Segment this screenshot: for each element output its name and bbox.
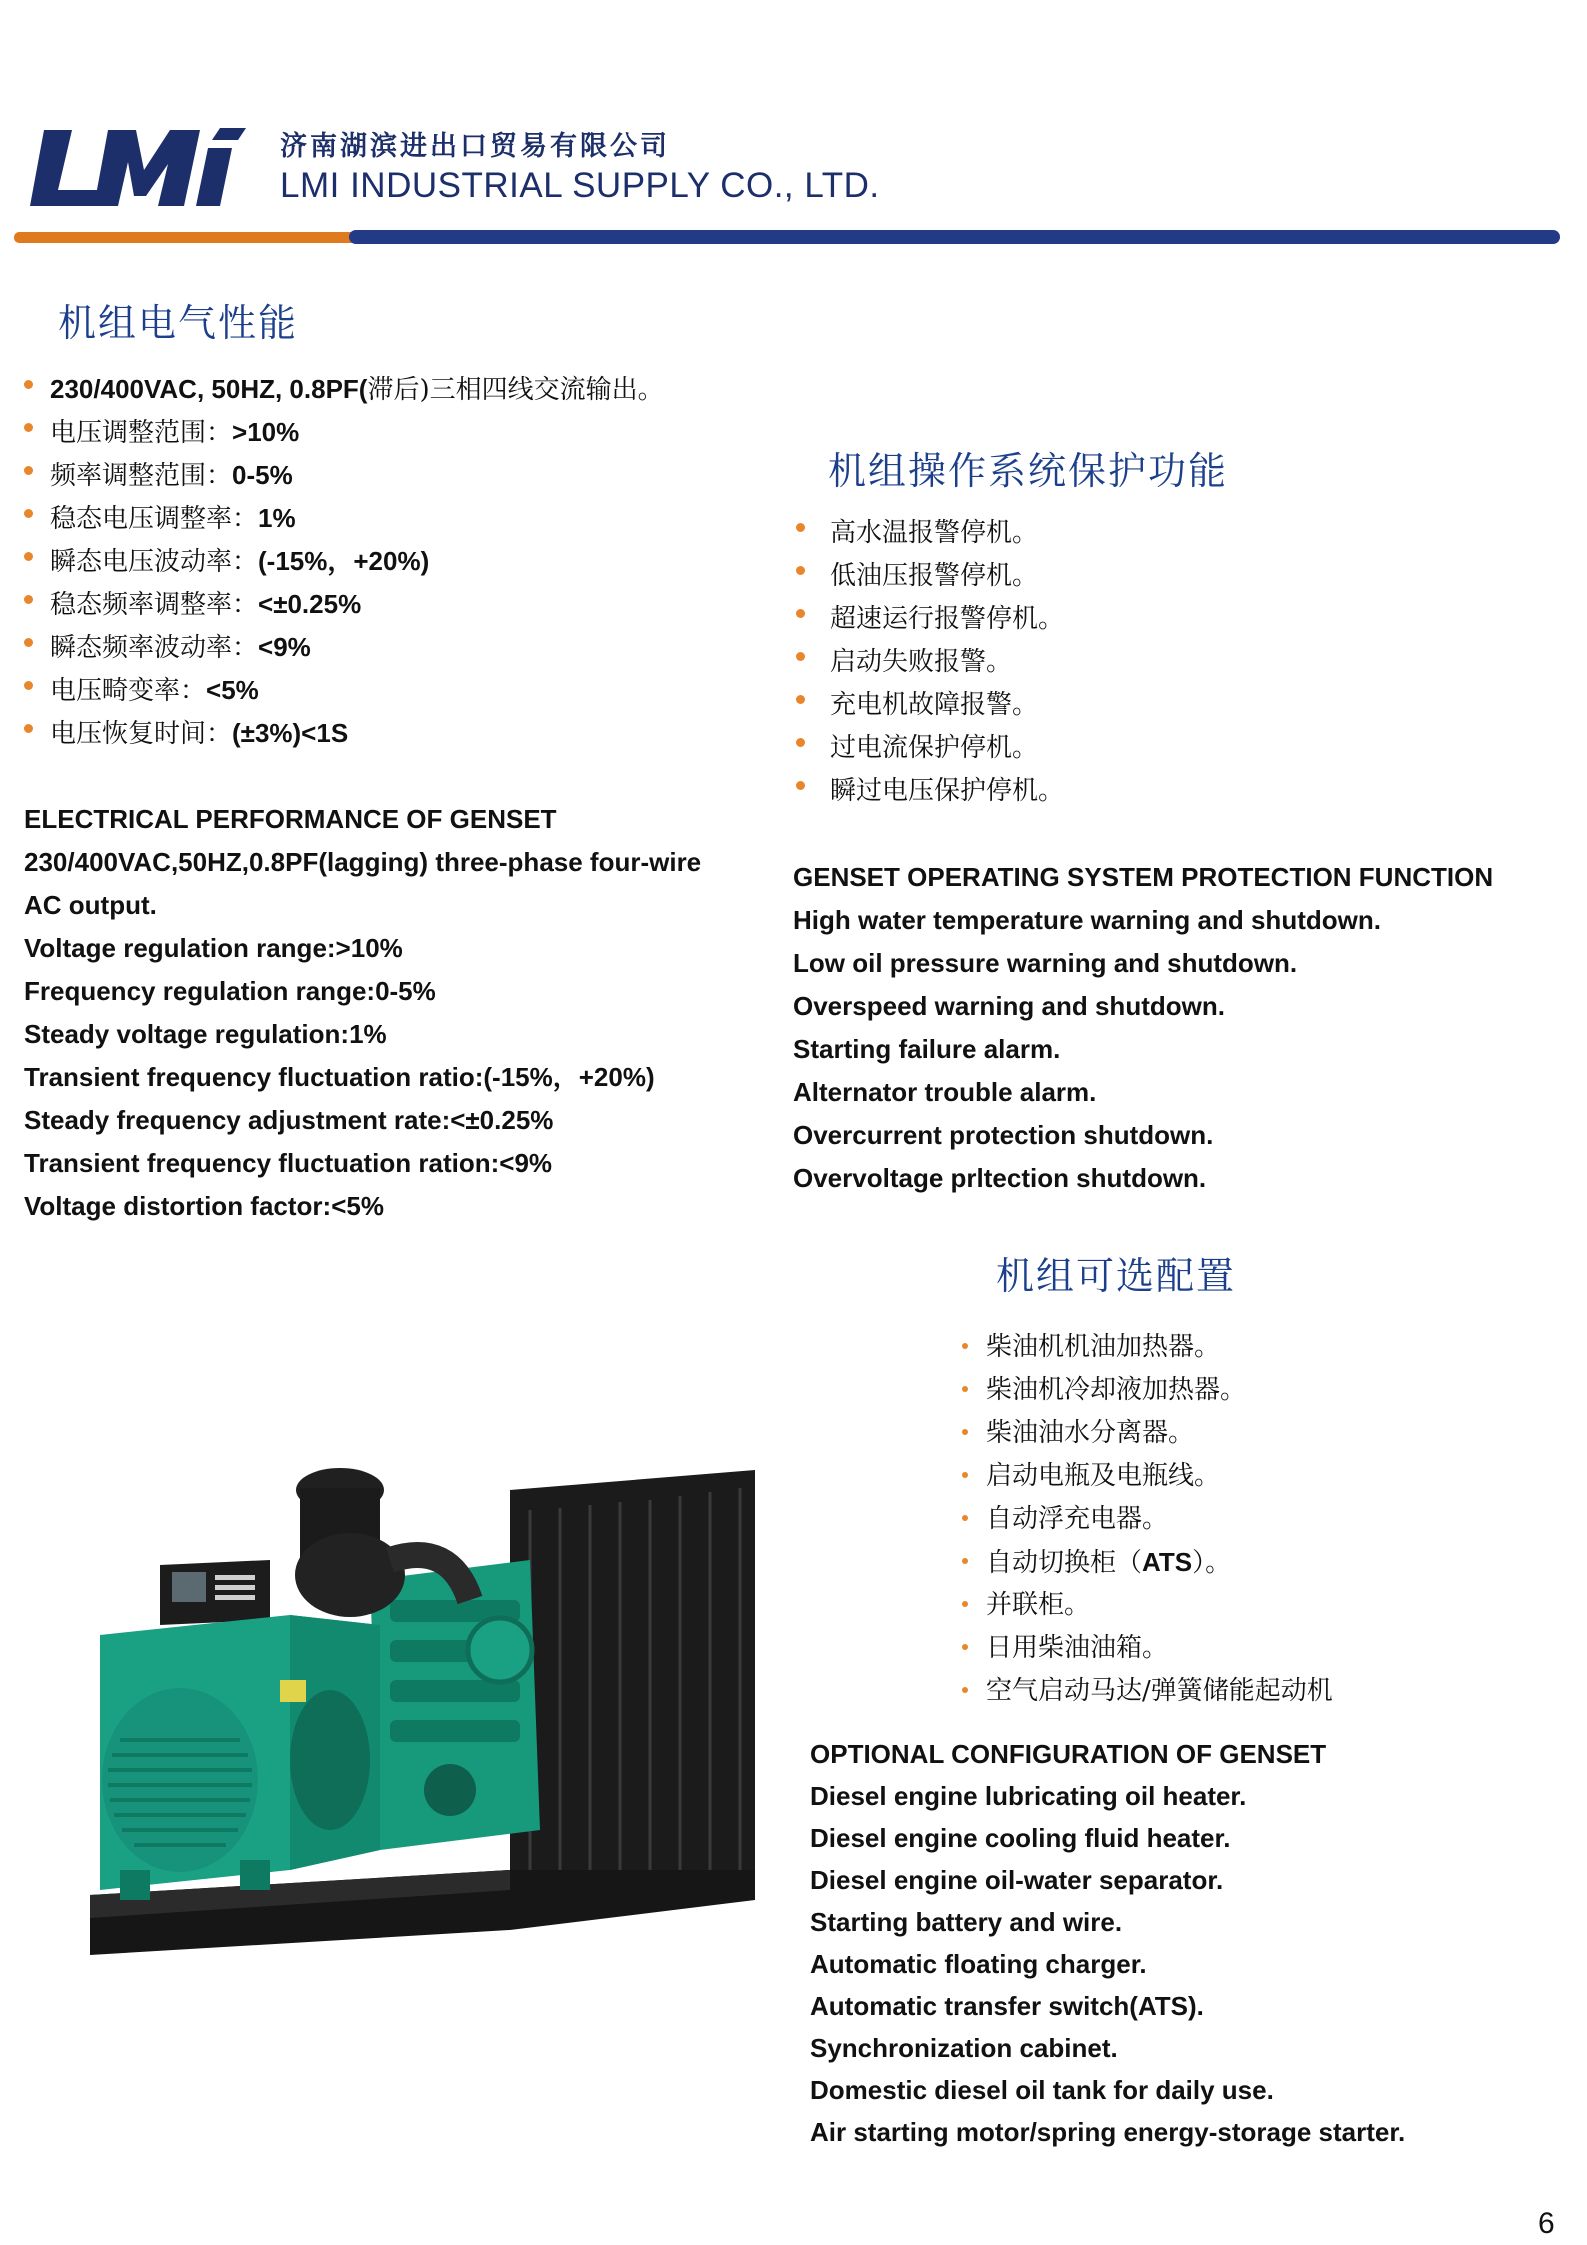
- list-item: High water temperature warning and shutdown.: [793, 905, 1381, 935]
- list-item: Domestic diesel oil tank for daily use.: [810, 2075, 1274, 2105]
- list-item: Starting battery and wire.: [810, 1907, 1123, 1937]
- list-item: Automatic transfer switch(ATS).: [810, 1991, 1204, 2021]
- list-item: Low oil pressure warning and shutdown.: [793, 948, 1298, 978]
- list-item: Alternator trouble alarm.: [793, 1077, 1097, 1107]
- list-item: Diesel engine cooling fluid heater.: [810, 1823, 1231, 1853]
- list-item: 启动电瓶及电瓶线。: [986, 1455, 1333, 1498]
- list-item: Transient frequency fluctuation ratio:(-15%，+20%): [24, 1062, 655, 1092]
- list-item: 高水温报警停机。: [830, 512, 1064, 555]
- list-item: 并联柜。: [986, 1584, 1333, 1627]
- bullet-icon: [24, 638, 33, 647]
- list-item: 电压恢复时间：(±3%)<1S: [50, 712, 664, 755]
- list-item: Steady frequency adjustment rate:<±0.25%: [24, 1105, 554, 1135]
- list-item: Voltage regulation range:>10%: [24, 933, 403, 963]
- bullet-icon: [962, 1558, 968, 1564]
- list-item: 自动切换柜（ATS）。: [986, 1541, 1333, 1584]
- bullet-icon: [24, 466, 33, 475]
- bullet-icon: [796, 781, 805, 790]
- bullet-icon: [24, 509, 33, 518]
- optional-title-cn: 机组可选配置: [996, 1254, 1237, 1298]
- list-item: Starting failure alarm.: [793, 1034, 1061, 1064]
- bullet-icon: [796, 609, 805, 618]
- list-item: 日用柴油油箱。: [986, 1627, 1333, 1670]
- bullet-icon: [962, 1687, 968, 1693]
- company-name-cn: 济南湖滨进出口贸易有限公司: [280, 131, 670, 162]
- generator-set-image: [90, 1450, 770, 1960]
- list-item: Voltage distortion factor:<5%: [24, 1191, 384, 1221]
- bullet-icon: [796, 738, 805, 747]
- list-item: Transient frequency fluctuation ration:<9%: [24, 1148, 553, 1178]
- list-item: 稳态频率调整率：<±0.25%: [50, 583, 664, 626]
- bullet-icon: [796, 652, 805, 661]
- list-item: 瞬态电压波动率：(-15%，+20%): [50, 540, 664, 583]
- list-item: Automatic floating charger.: [810, 1949, 1147, 1979]
- list-item: 柴油机机油加热器。: [986, 1326, 1333, 1369]
- electrical-title-cn: 机组电气性能: [58, 301, 299, 345]
- list-item: 频率调整范围：0-5%: [50, 454, 664, 497]
- bullet-icon: [796, 566, 805, 575]
- bullet-icon: [962, 1343, 968, 1349]
- list-item: 230/400VAC, 50HZ, 0.8PF(滞后)三相四线交流输出。: [50, 368, 664, 411]
- list-item: AC output.: [24, 890, 157, 920]
- list-item: Diesel engine oil-water separator.: [810, 1865, 1224, 1895]
- bullet-icon: [24, 552, 33, 561]
- list-item: 瞬过电压保护停机。: [830, 770, 1064, 813]
- list-item: 自动浮充电器。: [986, 1498, 1333, 1541]
- list-item: 瞬态频率波动率：<9%: [50, 626, 664, 669]
- header-divider: [14, 229, 1560, 245]
- list-item: Overspeed warning and shutdown.: [793, 991, 1225, 1021]
- bullet-icon: [796, 523, 805, 532]
- protection-title-en: GENSET OPERATING SYSTEM PROTECTION FUNCTION: [793, 862, 1494, 892]
- list-item: Diesel engine lubricating oil heater.: [810, 1781, 1247, 1811]
- protection-list-cn: [830, 512, 1064, 813]
- list-item: Overvoltage prltection shutdown.: [793, 1163, 1207, 1193]
- protection-en-block: [793, 856, 1493, 1200]
- protection-title-cn: 机组操作系统保护功能: [828, 449, 1229, 493]
- list-item: 空气启动马达/弹簧储能起动机: [986, 1670, 1333, 1713]
- list-item: 低油压报警停机。: [830, 555, 1064, 598]
- bullet-icon: [24, 423, 33, 432]
- list-item: Air starting motor/spring energy-storage starter.: [810, 2117, 1406, 2147]
- list-item: Overcurrent protection shutdown.: [793, 1120, 1214, 1150]
- list-item: 启动失败报警。: [830, 641, 1064, 684]
- optional-title-en: OPTIONAL CONFIGURATION OF GENSET: [810, 1739, 1327, 1769]
- list-item: Steady voltage regulation:1%: [24, 1019, 387, 1049]
- company-logo: [24, 126, 254, 208]
- optional-en-block: [810, 1733, 1405, 2153]
- bullet-icon: [962, 1515, 968, 1521]
- list-item: 柴油油水分离器。: [986, 1412, 1333, 1455]
- list-item: 稳态电压调整率：1%: [50, 497, 664, 540]
- company-name-en: LMI INDUSTRIAL SUPPLY CO., LTD.: [280, 166, 880, 205]
- list-item: 过电流保护停机。: [830, 727, 1064, 770]
- bullet-icon: [24, 724, 33, 733]
- electrical-list-cn: [50, 368, 664, 755]
- list-item: 超速运行报警停机。: [830, 598, 1064, 641]
- bullet-icon: [962, 1429, 968, 1435]
- list-item: 柴油机冷却液加热器。: [986, 1369, 1333, 1412]
- list-item: 电压畸变率：<5%: [50, 669, 664, 712]
- bullet-icon: [962, 1601, 968, 1607]
- list-item: 充电机故障报警。: [830, 684, 1064, 727]
- electrical-en-block: [24, 798, 701, 1228]
- list-item: Frequency regulation range:0-5%: [24, 976, 436, 1006]
- bullet-icon: [24, 380, 33, 389]
- page-number: 6: [1538, 2207, 1555, 2240]
- electrical-title-en: ELECTRICAL PERFORMANCE OF GENSET: [24, 804, 557, 834]
- bullet-icon: [962, 1644, 968, 1650]
- list-item: 230/400VAC,50HZ,0.8PF(lagging) three-phase four-wire: [24, 847, 702, 877]
- optional-list-cn: [986, 1326, 1333, 1713]
- bullet-icon: [962, 1386, 968, 1392]
- list-item: 电压调整范围：>10%: [50, 411, 664, 454]
- bullet-icon: [24, 595, 33, 604]
- bullet-icon: [796, 695, 805, 704]
- bullet-icon: [962, 1472, 968, 1478]
- list-item: Synchronization cabinet.: [810, 2033, 1118, 2063]
- bullet-icon: [24, 681, 33, 690]
